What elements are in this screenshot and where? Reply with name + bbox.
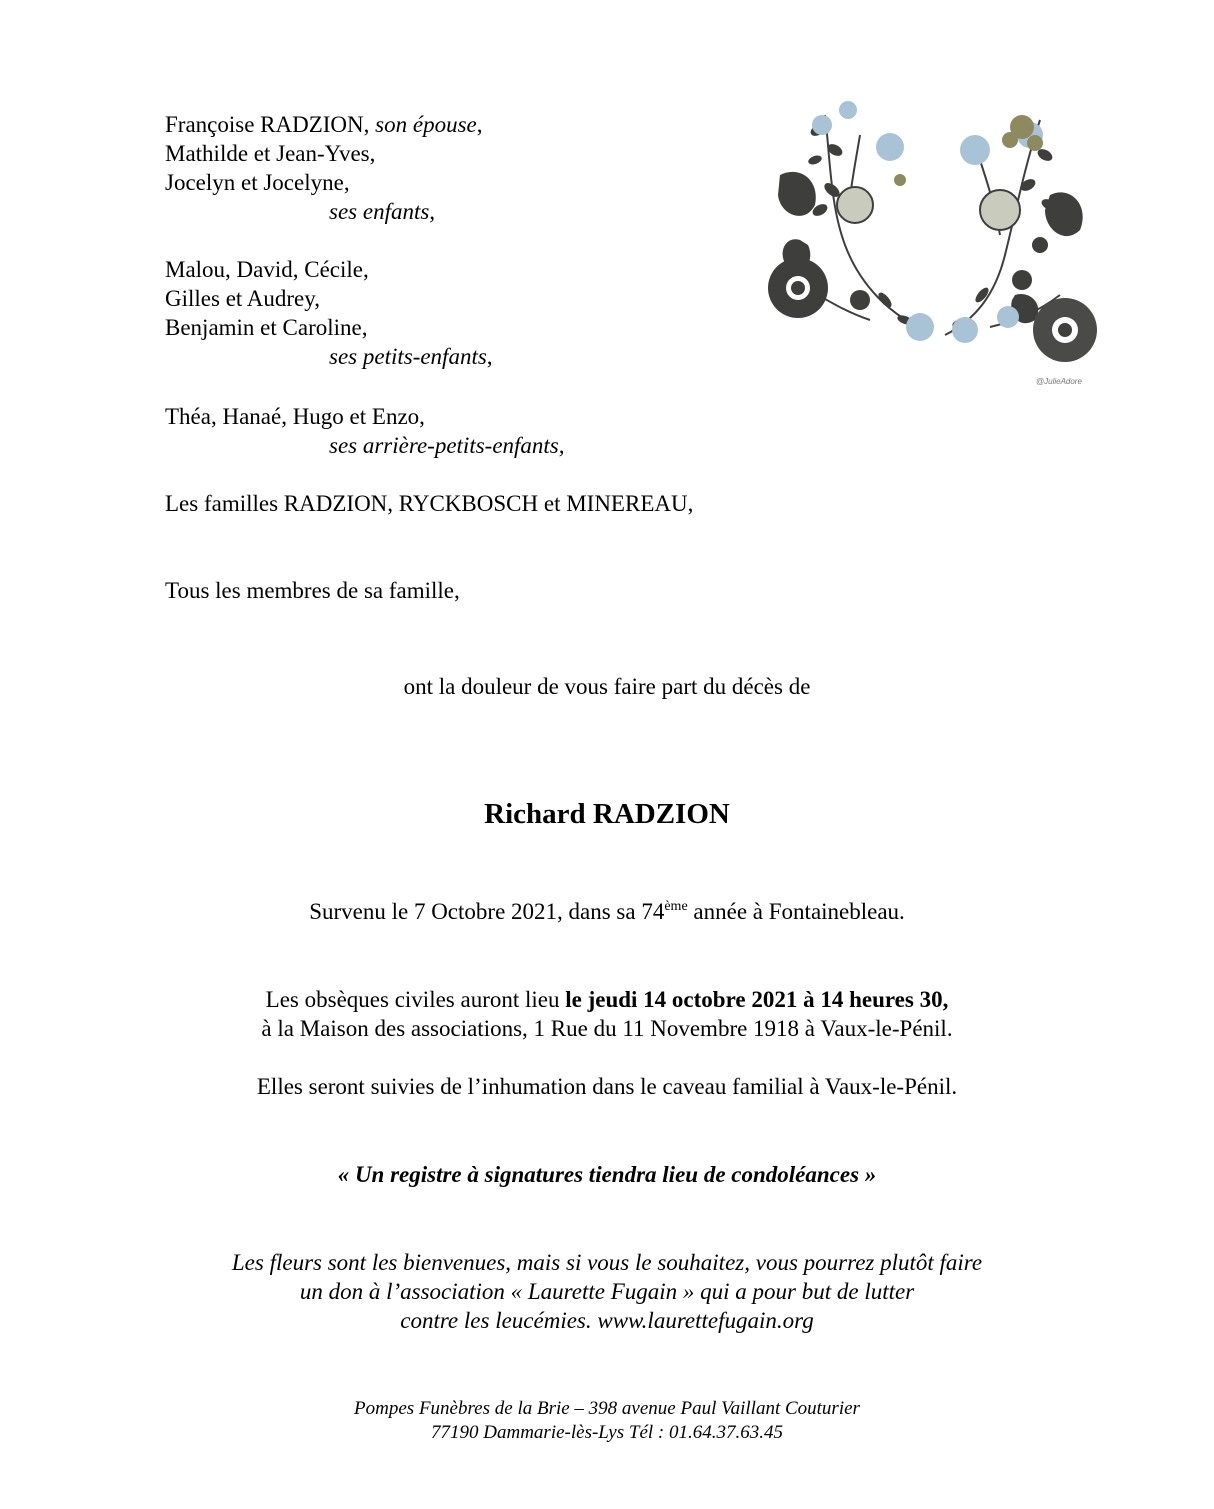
illustration-credit: @JulieAdore	[1036, 377, 1082, 386]
great-grandchildren-role: ses arrière-petits-enfants,	[329, 433, 565, 458]
wreath-dark-flowers	[768, 237, 1097, 362]
floral-wreath-illustration	[760, 95, 1105, 395]
flowers-line-3: contre les leucémies. www.laurettefugain.org	[400, 1308, 814, 1333]
spouse-line	[165, 110, 482, 139]
death-after: année à Fontainebleau.	[687, 899, 905, 924]
all-members-line: Tous les membres de sa famille,	[165, 578, 460, 603]
announcement-line: ont la douleur de vous faire part du décès de	[403, 674, 811, 699]
death-before: Survenu le 7 Octobre 2021, dans sa 74	[309, 899, 665, 924]
children-line-1: Mathilde et Jean-Yves,	[165, 141, 376, 166]
funeral-date: le jeudi 14 octobre 2021 à 14 heures 30,	[565, 987, 949, 1012]
grandchildren-line-2: Gilles et Audrey,	[165, 286, 321, 311]
wreath-sage-flowers	[837, 187, 1020, 230]
grandchildren-line-3: Benjamin et Caroline,	[165, 315, 368, 340]
deceased-name: Richard RADZION	[484, 798, 730, 830]
spouse-comma: ,	[476, 112, 483, 137]
great-grandchildren-line: Théa, Hanaé, Hugo et Enzo,	[165, 404, 425, 429]
families-line: Les familles RADZION, RYCKBOSCH et MINEREAU,	[165, 491, 694, 516]
grandchildren-role-line	[329, 342, 493, 371]
grandchildren-line-1: Malou, David, Cécile,	[165, 257, 369, 282]
spouse-name: Françoise RADZION,	[165, 112, 370, 137]
children-role: ses enfants,	[329, 199, 436, 224]
death-line	[0, 897, 1214, 926]
children-line-2: Jocelyn et Jocelyne,	[165, 170, 350, 195]
footer-line-2: 77190 Dammarie-lès-Lys Tél : 01.64.37.63.45	[431, 1422, 783, 1443]
grandchildren-role: ses petits-enfants	[329, 344, 487, 369]
funeral-plain: Les obsèques civiles auront lieu	[265, 987, 566, 1012]
footer-line-1: Pompes Funèbres de la Brie – 398 avenue Paul Vaillant Couturier	[354, 1398, 860, 1419]
grandchildren-comma: ,	[486, 344, 493, 369]
funeral-line-2: à la Maison des associations, 1 Rue du 11 Novembre 1918 à Vaux-le-Pénil.	[261, 1016, 953, 1041]
death-sup: ème	[664, 899, 688, 914]
registry-line: « Un registre à signatures tiendra lieu de condoléances »	[337, 1162, 877, 1187]
funeral-line-1	[0, 985, 1214, 1014]
burial-line: Elles seront suivies de l’inhumation dans le caveau familial à Vaux-le-Pénil.	[256, 1074, 958, 1099]
flowers-line-1: Les fleurs sont les bienvenues, mais si vous le souhaitez, vous pourrez plutôt faire	[231, 1250, 983, 1275]
spouse-role: son épouse	[375, 112, 477, 137]
flowers-line-2: un don à l’association « Laurette Fugain » qui a pour but de lutter	[299, 1279, 915, 1304]
